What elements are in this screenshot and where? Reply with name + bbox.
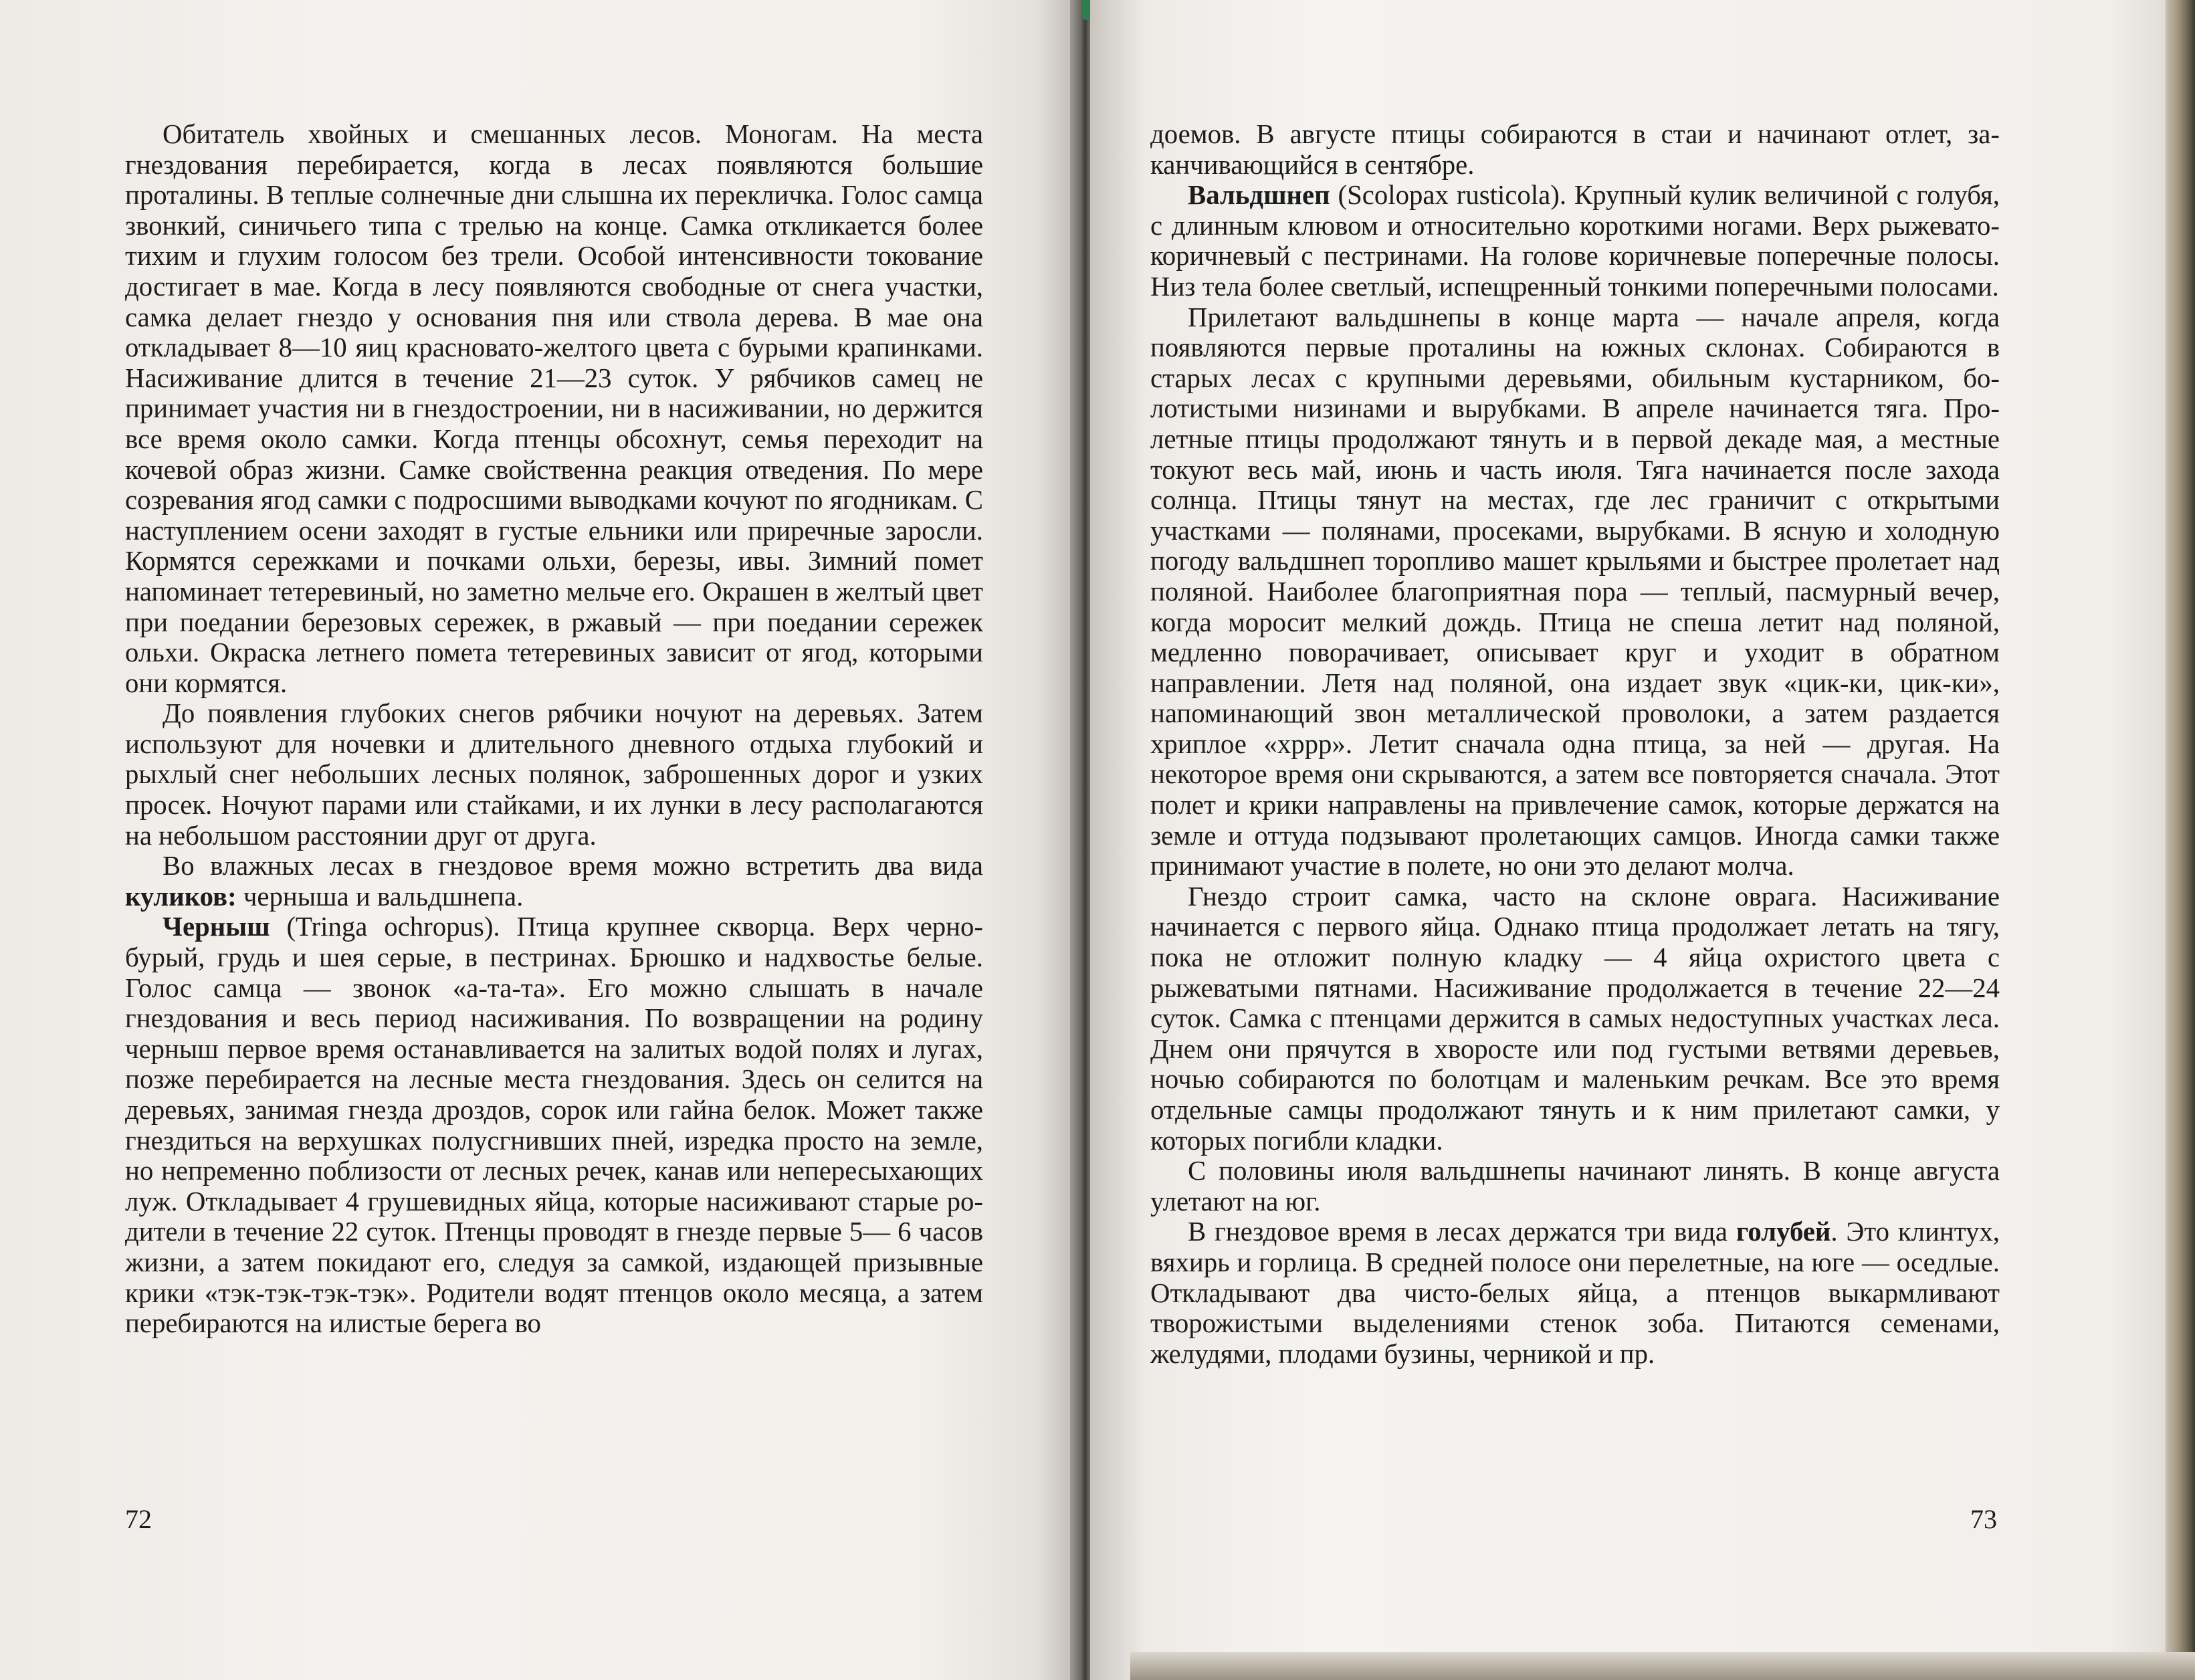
paragraph: [1150, 302, 2000, 881]
text-run: Во влажных лесах в гнездовое время можно встретить два вида: [163, 851, 983, 881]
paragraph: [125, 698, 983, 851]
text-run: доемов. В августе птицы собираются в стаи и начинают отлет, заканчивающийся в сентябре.: [1150, 119, 2000, 180]
paragraph: [125, 912, 983, 1338]
paragraph: [125, 119, 983, 698]
text-run: черныша и вальдшнепа.: [236, 881, 524, 912]
text-run: . Это клинтух, вяхирь и горлица. В средней полосе они перелетные, на юге — оседлые. Откладывают два чисто-белых яйца, а птенцов выкармливают творожистыми выделениями стенок зоба. Питаются семенами, желудями, плодами бузины, черникой и пр.: [1150, 1217, 2000, 1369]
text-run: До появления глубоких снегов рябчики ночуют на деревьях. Затем используют для ночевки и длительного дневного отдыха глубокий и рыхлый снег небольших лесных полянок, заброшенных дорог и узких просек. Ночуют парами или стайками, и их лунки в лесу располагаются на небольшом расстоянии друг от друга.: [125, 698, 983, 851]
paragraph: [125, 851, 983, 912]
right-page-number: 73: [1970, 1504, 1997, 1534]
bold-term: голубей: [1736, 1217, 1831, 1247]
page-edges-right: [2166, 0, 2195, 1680]
text-run: В гнездовое время в лесах держатся три вида: [1188, 1217, 1736, 1247]
text-run: Обитатель хвойных и смешанных лесов. Моногам. На места гнездования перебирается, когда в лесах появляются большие проталины. В теплые солнечные дни слышна их перекличка. Голос самца звонкий, синичьего типа с трелью на конце. Самка откликается более тихим и глухим голосом без трели. Особой интенсивности токование достигает в мае. Когда в лесу появляются свободные от снега участки, самка делает гнездо у основания пня или ствола дерева. В мае она откладывает 8—10 яиц красновато-желтого цвета с бурыми крапинками. Насиживание длится в течение 21—23 суток. У рябчиков самец не принимает участия ни в гнездостроении, ни в насиживании, но держится все время около самки. Когда птенцы обсохнут, семья переходит на кочевой образ жизни. Самке свойственна реакция отведения. По мере созревания ягод самки с подросшими выводками кочуют по ягодникам. С наступлением осени заходят в густые ельники или приречные заросли. Кормятся сережками и почками ольхи, березы, ивы. Зимний помет напоминает тетеревиный, но заметно мельче его. Окрашен в желтый цвет при поедании березовых сережек, в ржавый — при поедании сережек ольхи. Окраска летнего помета тетеревиных зависит от ягод, которыми они кормятся.: [125, 119, 983, 698]
paragraph: [1150, 119, 2000, 180]
paragraph: [1150, 1156, 2000, 1217]
text-run: (Scolopax rusticola). Крупный кулик величиной с голубя, с длинным клювом и относительно короткими ногами. Верх рыжевато-коричневый с пестринами. На голове коричневые поперечные полосы. Низ тела более светлый, испещренный тонкими поперечными полосами.: [1150, 180, 2000, 302]
text-run: С половины июля вальдшнепы начинают линять. В конце августа улетают на юг.: [1150, 1156, 2000, 1217]
paragraph: [1150, 180, 2000, 302]
bold-term: Черныш: [163, 912, 270, 942]
right-page-text: [1150, 119, 2000, 1369]
left-page-number: 72: [125, 1504, 152, 1534]
right-page: [1090, 0, 2195, 1680]
paragraph: [1150, 881, 2000, 1156]
text-run: Гнездо строит самка, часто на склоне оврага. Насиживание начинается с первого яйца. Однако птица продолжает летать на тягу, пока не отложит полную кладку — 4 яйца охристого цвета с рыжеватыми пятнами. Насиживание продолжается в течение 22—24 суток. Самка с птенцами держится в самых недоступных участках леса. Днем они прячутся в хворосте или под густыми ветвями деревьев, ночью собираются по болотцам и маленьким речкам. Все это время отдельные самцы продолжают тянуть и к ним прилетают самки, у которых погибли кладки.: [1150, 881, 2000, 1156]
text-run: Прилетают вальдшнепы в конце марта — начале апреля, когда появляются первые проталины на южных склонах. Собираются в старых лесах с крупными деревьями, обильным кустарником, болотистыми низинами и вырубками. В апреле начинается тяга. Пролетные птицы продолжают тянуть и в первой декаде мая, а местные токуют весь май, июнь и часть июля. Тяга начинается после захода солнца. Птицы тянут на местах, где лес граничит с открытыми участками — полянами, просеками, вырубками. В ясную и холодную погоду вальдшнеп торопливо машет крыльями и быстрее пролетает над поляной. Наиболее благоприятная пора — теплый, пасмурный вечер, когда моросит мелкий дождь. Птица не спеша летит над поляной, медленно поворачивает, описывает круг и уходит в обратном направлении. Летя над поляной, она издает звук «цик-ки, цик-ки», напоминающий звон металлической проволоки, а затем раздается хриплое «хррр». Летит сначала одна птица, за ней — другая. На некоторое время они скрываются, а затем все повторяется сначала. Этот полет и крики направлены на привлечение самок, которые держатся на земле и оттуда подзывают пролетающих самцов. Иногда самки также принимают участие в полете, но они это делают молча.: [1150, 302, 2000, 881]
bold-term: куликов:: [125, 881, 237, 912]
text-run: (Tringa ochropus). Птица крупнее скворца. Верх чернобурый, грудь и шея серые, в пестринах. Брюшко и надхвостье белые. Голос самца — звонок «а-та-та». Его можно слышать в начале гнездования и весь период насиживания. По возвращении на родину черныш первое время останавливается на залитых водой полях и лугах, позже перебирается на лесные места гнездования. Здесь он селится на деревьях, занимая гнезда дроздов, сорок или гайна белок. Может также гнездиться на верхушках полусгнивших пней, изредка просто на земле, но непременно поблизости от лесных речек, канав или непересыхающих луж. Откладывает 4 грушевидных яйца, которые насиживают старые родители в течение 22 суток. Птенцы проводят в гнезде первые 5— 6 часов жизни, а затем покидают его, следуя за самкой, издающей призывные крики «тэк-тэк-тэк-тэк». Родители водят птенцов около месяца, а затем перебираются на илистые берега во: [125, 912, 983, 1339]
left-page: [0, 0, 1080, 1680]
bold-term: Вальдшнеп: [1188, 180, 1330, 211]
page-edges-bottom: [1130, 1652, 2195, 1680]
paragraph: [1150, 1217, 2000, 1369]
left-page-text: [125, 119, 983, 1339]
